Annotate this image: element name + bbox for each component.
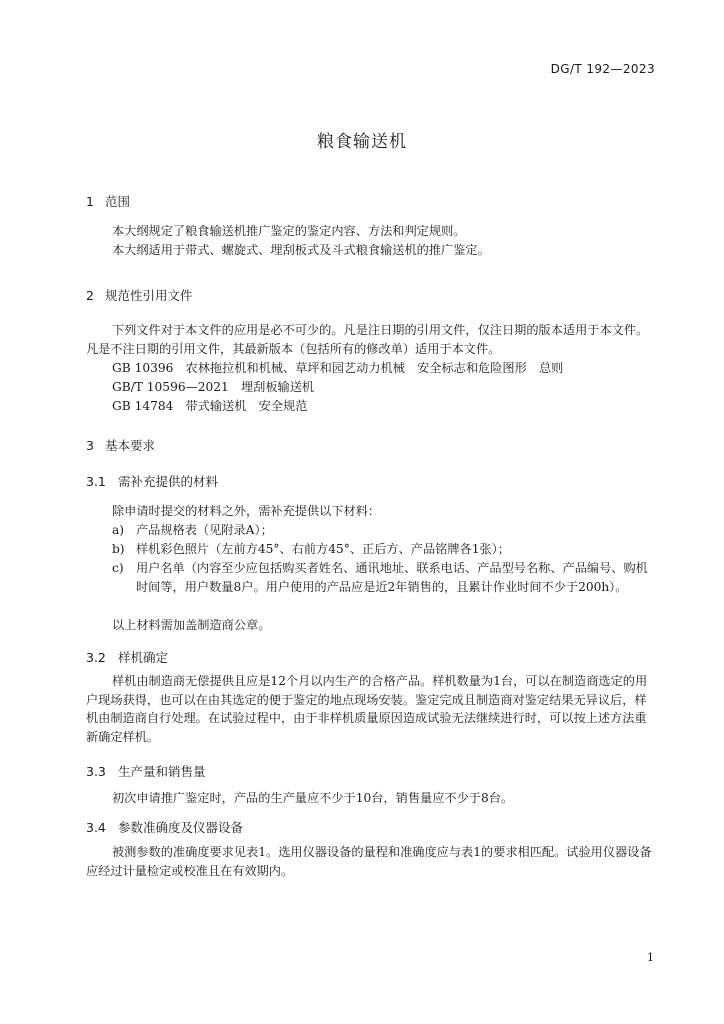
section-number: 2 — [86, 288, 94, 303]
subsection-heading-3-1 — [86, 472, 218, 490]
section-heading-2 — [86, 286, 193, 304]
standard-code: DG/T 192—2023 — [550, 62, 655, 76]
list-item — [112, 521, 652, 540]
paragraph-accuracy-instruments: 被测参数的准确度要求见表1。选用仪器设备的量程和准确度应与表1的要求相匹配。试验用仪器设备应经过计量检定或校准且在有效期内。 — [86, 845, 652, 878]
paragraph-scope-2: 本大纲适用于带式、螺旋式、埋刮板式及斗式粮食输送机的推广鉴定。 — [112, 243, 490, 257]
paragraph-sample-determination: 样机由制造商无偿提供且应是12个月以内生产的合格产品。样机数量为1台，可以在制造商选定的用户现场获得，也可以在由其选定的便于鉴定的地点现场安装。鉴定完成且制造商对鉴定结果无异议后，样机由制造商自行处理。在试验过程中，由于非样机质量原因造成试验无法继续进行时，可以按上述方法重新确定样机。 — [86, 674, 648, 745]
paragraph-materials-outro: 以上材料需加盖制造商公章。 — [112, 618, 271, 632]
paragraph-scope-1: 本大纲规定了粮食输送机推广鉴定的鉴定内容、方法和判定规则。 — [112, 224, 466, 238]
list-text: 用户名单（内容至少应包括购买者姓名、通讯地址、联系电话、产品型号名称、产品编号、购机时间等，用户数量8户。用户使用的产品应是近2年销售的，且累计作业时间不少于200h）。 — [136, 561, 648, 594]
list-item — [112, 559, 652, 596]
subsection-heading-3-2 — [86, 648, 168, 666]
list-marker: c) — [112, 561, 124, 575]
reference-item: GB/T 10596—2021 埋刮板输送机 — [112, 380, 315, 394]
section-title: 基本要求 — [105, 438, 156, 453]
list-text: 样机彩色照片（左前方45°、右前方45°、正后方、产品铭牌各1张）； — [136, 542, 510, 556]
section-number: 1 — [86, 194, 94, 209]
subsection-title: 参数准确度及仪器设备 — [118, 820, 244, 835]
section-title: 规范性引用文件 — [105, 288, 193, 303]
section-title: 范围 — [105, 194, 131, 209]
list-marker: b) — [112, 542, 125, 556]
reference-item: GB 14784 带式输送机 安全规范 — [112, 399, 308, 413]
subsection-title: 生产量和销售量 — [118, 764, 206, 779]
reference-item: GB 10396 农林拖拉机和机械、草坪和园艺动力机械 安全标志和危险图形 总则 — [112, 361, 564, 375]
subsection-number: 3.3 — [86, 764, 106, 779]
paragraph-normative-refs: 下列文件对于本文件的应用是必不可少的。凡是注日期的引用文件，仅注日期的版本适用于本文件。凡是不注日期的引用文件，其最新版本（包括所有的修改单）适用于本文件。 — [86, 323, 649, 356]
paragraph-materials-intro: 除申请时提交的材料之外，需补充提供以下材料： — [112, 504, 381, 518]
subsection-heading-3-3 — [86, 762, 206, 780]
document-title: 粮食输送机 — [317, 132, 407, 152]
section-heading-3 — [86, 436, 155, 454]
subsection-number: 3.4 — [86, 820, 106, 835]
section-number: 3 — [86, 438, 94, 453]
subsection-title: 需补充提供的材料 — [118, 474, 219, 489]
paragraph-production-sales: 初次申请推广鉴定时，产品的生产量应不少于10台，销售量应不少于8台。 — [112, 791, 514, 805]
list-marker: a) — [112, 523, 125, 537]
subsection-number: 3.2 — [86, 650, 106, 665]
list-item — [112, 540, 652, 559]
list-text: 产品规格表（见附录A）； — [136, 523, 273, 537]
subsection-number: 3.1 — [86, 474, 106, 489]
subsection-title: 样机确定 — [118, 650, 169, 665]
subsection-heading-3-4 — [86, 818, 243, 836]
page-number: 1 — [647, 951, 654, 964]
section-heading-1 — [86, 192, 130, 210]
